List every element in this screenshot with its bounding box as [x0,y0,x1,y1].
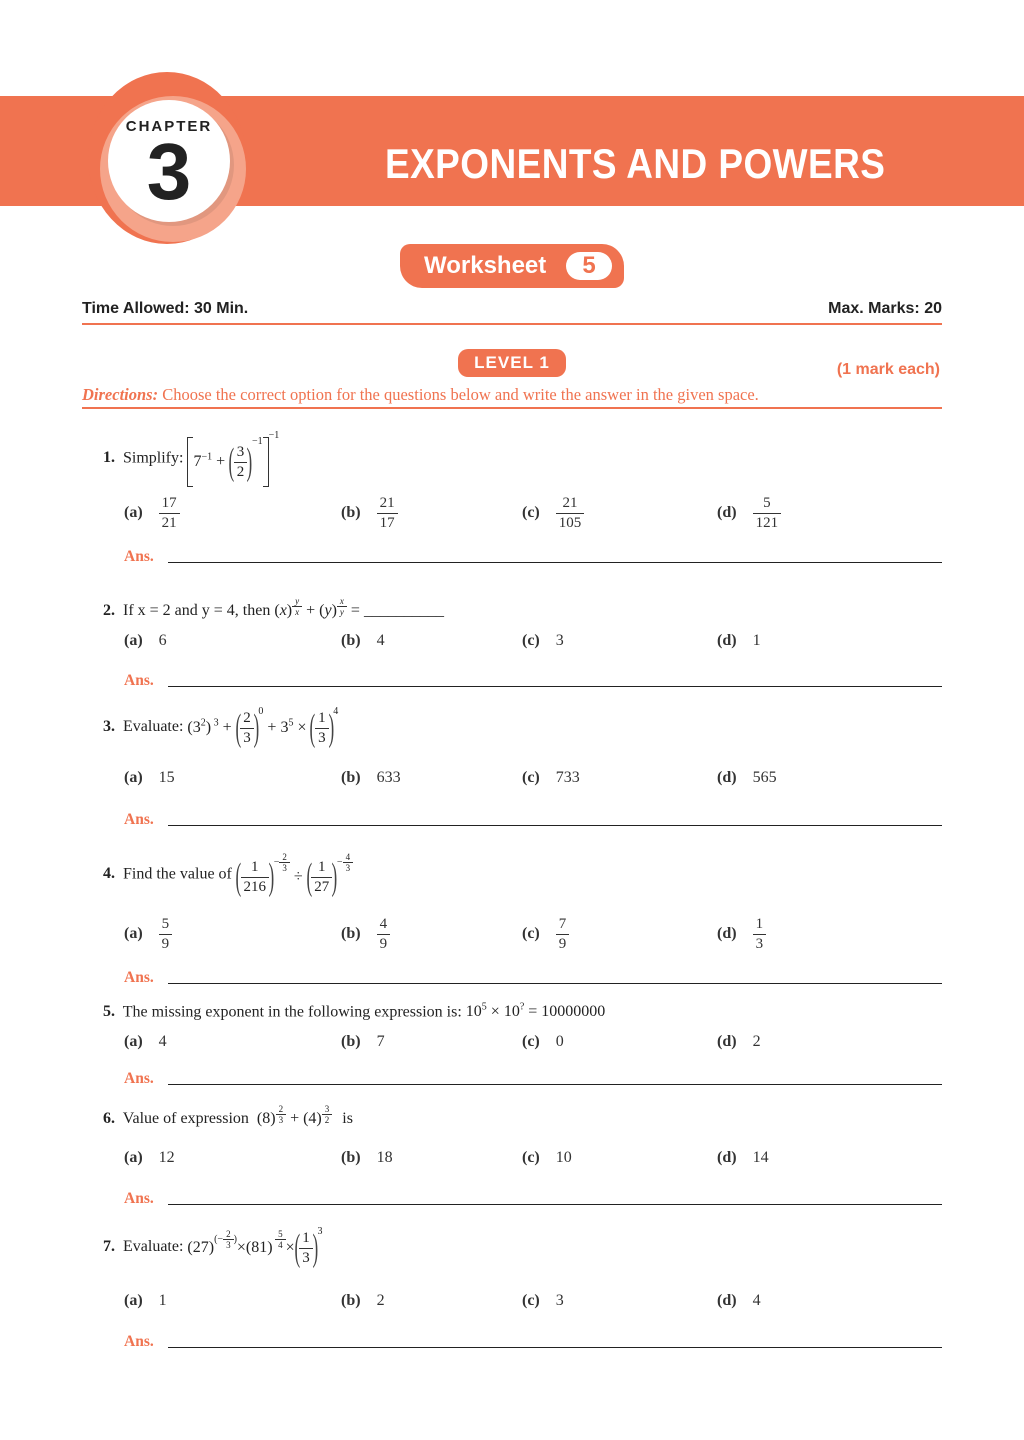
answer-line-2[interactable] [168,686,942,687]
option-1d[interactable]: (d) $\frac{5}{121}$ [717,494,781,533]
option-7c[interactable]: (c) 3 [522,1292,564,1309]
question-number: 1. [103,449,115,467]
option-2c[interactable]: (c) 3 [522,632,564,649]
option-4a[interactable]: (a) $\frac{5}{9}$ [124,915,172,954]
option-1a[interactable]: (a) $\frac{17}{21}$ [124,494,180,533]
question-number: 2. [103,602,115,620]
question-expression: $(27)^{(- \frac{2}{3} )}\times(81)$ $^{\frac{5}{4}}$ ×( $\frac{1}{3}$ )$^3$ [187,1226,323,1270]
question-5 [103,1002,605,1021]
marks-note: (1 mark each) [836,361,940,378]
option-1c[interactable]: (c) $\frac{21}{105}$ [522,494,584,533]
question-expression: (x) $^{\frac{y}{x}}$ + (y) $^{\frac{x}{y}}$ = __________ [274,596,444,620]
directions [82,385,759,405]
question-6 [103,1104,353,1128]
question-text: Find the value of [123,865,232,883]
worksheet-label: Worksheet [424,252,547,279]
question-expression: (8) $^{\frac{2}{3}}$ + (4) $^{\frac{3}{2}}$ [253,1110,332,1127]
option-6d[interactable]: (d) 14 [717,1149,769,1166]
option-7a[interactable]: (a) 1 [124,1292,167,1309]
option-5b[interactable]: (b) 7 [341,1033,385,1050]
question-text-after: is [342,1110,353,1128]
option-5d[interactable]: (d) 2 [717,1033,761,1050]
option-6a[interactable]: (a) 12 [124,1149,175,1166]
question-expression: $7^{-1}$ + ( $\frac{3}{2}$ )$^{-1-1}$ [187,430,279,487]
chapter-label: CHAPTER [125,118,213,135]
answer-label-6: Ans. [124,1190,154,1207]
question-1 [103,430,279,487]
option-4d[interactable]: (d) $\frac{1}{3}$ [717,915,766,954]
option-7d[interactable]: (d) 4 [717,1292,761,1309]
option-4c[interactable]: (c) $\frac{7}{9}$ [522,915,569,954]
directions-label: Directions: [82,385,159,404]
option-5c[interactable]: (c) 0 [522,1033,564,1050]
answer-line-1[interactable] [168,562,942,563]
question-expression: $(3^2) ^3$ + ( $\frac{2}{3}$ )$^0 + 3^5$ × ( $\frac{1}{3}$ )$^4$ [187,706,339,750]
answer-line-3[interactable] [168,825,942,826]
option-4b[interactable]: (b) $\frac{4}{9}$ [341,915,390,954]
question-text: The missing exponent in the following expression is: [122,1003,462,1021]
header-divider [82,323,942,325]
question-number: 5. [103,1003,115,1021]
question-text: If x = 2 and y = 4, then [123,602,271,620]
answer-line-7[interactable] [168,1347,942,1348]
answer-label-7: Ans. [124,1333,154,1350]
option-3d[interactable]: (d) 565 [717,769,777,786]
answer-label-4: Ans. [124,969,154,986]
question-text: Simplify: [123,449,184,467]
question-4 [103,852,353,897]
option-2b[interactable]: (b) 4 [341,632,385,649]
option-5a[interactable]: (a) 4 [124,1033,167,1050]
option-3a[interactable]: (a) 15 [124,769,175,786]
option-7b[interactable]: (b) 2 [341,1292,385,1309]
answer-label-5: Ans. [124,1070,154,1087]
option-2d[interactable]: (d) 1 [717,632,761,649]
option-3b[interactable]: (b) 633 [341,769,401,786]
option-6c[interactable]: (c) 10 [522,1149,572,1166]
question-expression: $10^5 \times 10^? = 10000000$ [465,1002,606,1021]
option-2a[interactable]: (a) 6 [124,632,167,649]
chapter-title: EXPONENTS AND POWERS [385,140,886,187]
option-1b[interactable]: (b) $\frac{21}{17}$ [341,494,398,533]
worksheet-number: 5 [566,252,612,280]
question-3 [103,706,338,748]
answer-line-4[interactable] [168,983,942,984]
question-expression: ( $\frac{1}{216}$ )$^{- \frac{2}{3}}$ ÷ ( $\frac{1}{27}$ )$^{- \frac{4}{3}}$ [236,852,353,897]
question-7 [103,1226,322,1268]
question-number: 6. [103,1110,115,1128]
directions-divider [82,407,942,409]
question-number: 7. [103,1237,115,1255]
max-marks: Max. Marks: 20 [828,300,942,317]
directions-text: Choose the correct option for the questions below and write the answer in the given space. [162,385,759,404]
question-text: Evaluate: [123,1237,184,1255]
question-text: Value of expression [122,1110,249,1128]
option-3c[interactable]: (c) 733 [522,769,580,786]
answer-label-3: Ans. [124,811,154,828]
answer-line-6[interactable] [168,1204,942,1205]
answer-label-2: Ans. [124,672,154,689]
question-number: 3. [103,717,115,735]
question-number: 4. [103,864,115,882]
answer-line-5[interactable] [168,1084,942,1085]
level-badge: LEVEL 1 [458,349,566,377]
question-text: Evaluate: [123,717,184,735]
time-allowed: Time Allowed: 30 Min. [82,300,249,317]
answer-label-1: Ans. [124,548,154,565]
option-6b[interactable]: (b) 18 [341,1149,393,1166]
question-2 [103,596,444,620]
chapter-number: 3 [146,127,192,216]
